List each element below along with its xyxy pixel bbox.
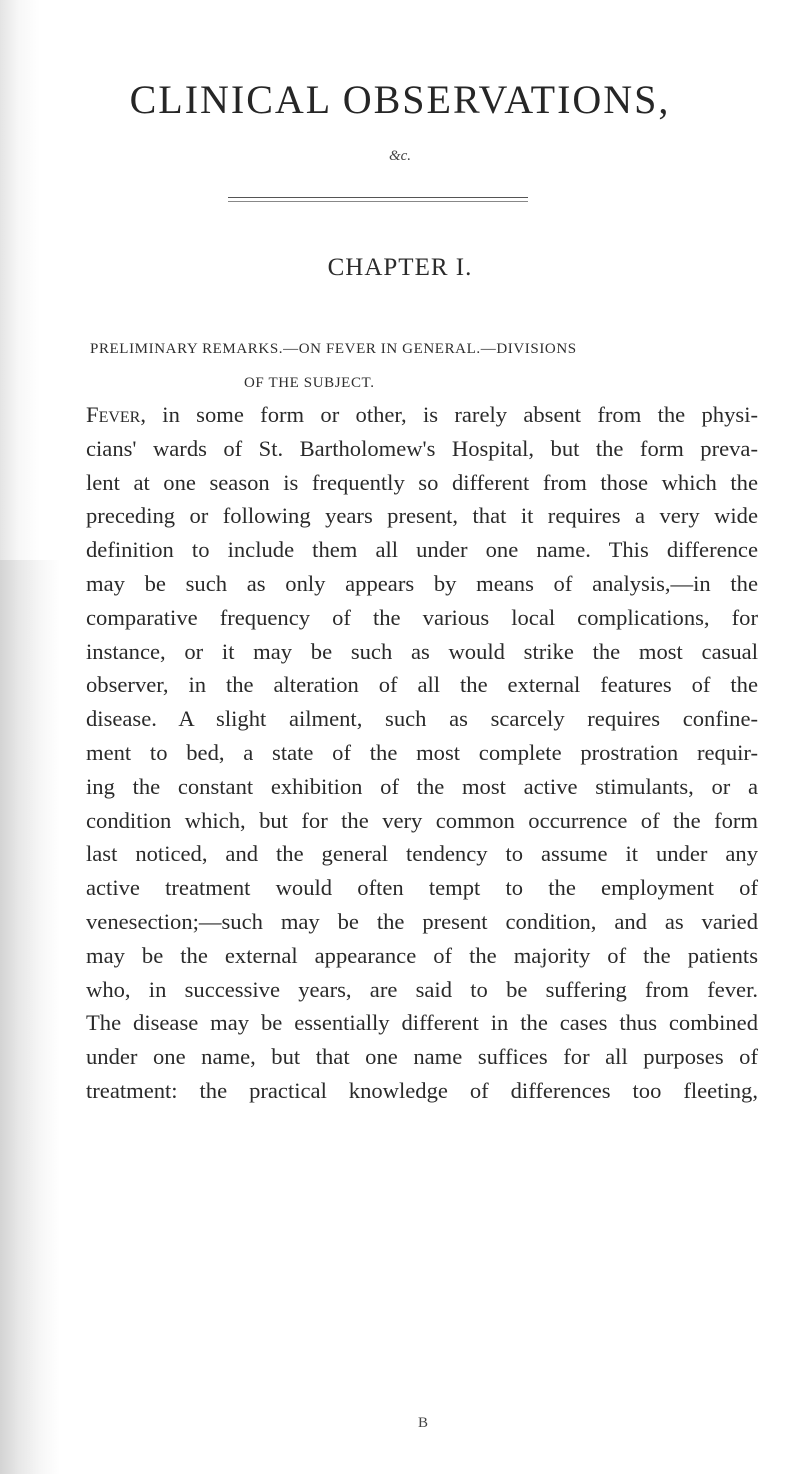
main-title: CLINICAL OBSERVATIONS,	[129, 77, 671, 122]
subtitle: &c.	[388, 148, 412, 164]
chapter-summary	[90, 332, 760, 400]
chapter-summary-line-1: PRELIMINARY REMARKS.—ON FEVER IN GENERAL.—DIVISIONS	[90, 341, 577, 357]
signature-mark: B	[418, 1415, 429, 1431]
body-line-text: , in some form or other, is rarely absent from the physi-	[140, 402, 758, 427]
title-rule-top	[228, 197, 528, 198]
body-line: cians' wards of St. Bartholomew's Hospital, but the form preva-	[86, 435, 758, 461]
body-line: active treatment would often tempt to the employment of	[86, 875, 758, 901]
body-line	[86, 398, 758, 432]
body-paragraph	[86, 398, 758, 1108]
body-line: ing the constant exhibition of the most active stimulants, or a	[86, 773, 758, 799]
page-edge-shadow	[0, 560, 60, 1474]
body-line: venesection;—such may be the present condition, and as varied	[86, 908, 758, 934]
body-line: lent at one season is frequently so different from those which the	[86, 469, 758, 495]
body-line: observer, in the alteration of all the external features of the	[86, 672, 758, 698]
body-line: The disease may be essentially different in the cases thus combined	[86, 1010, 758, 1036]
body-line: instance, or it may be such as would strike the most casual	[86, 638, 758, 664]
title-rule-bottom	[228, 201, 528, 202]
body-line: comparative frequency of the various local complications, for	[86, 604, 758, 630]
body-line: who, in successive years, are said to be suffering from fever.	[86, 976, 758, 1002]
body-line: preceding or following years present, that it requires a very wide	[86, 503, 758, 529]
opening-word: Fever	[86, 402, 141, 427]
body-line: condition which, but for the very common occurrence of the form	[86, 807, 758, 833]
chapter-heading: CHAPTER I.	[327, 254, 473, 281]
body-line: ment to bed, a state of the most complete prostration requir-	[86, 739, 758, 765]
body-line: treatment: the practical knowledge of differences too fleeting,	[86, 1077, 758, 1103]
body-line: disease. A slight ailment, such as scarcely requires confine-	[86, 706, 758, 732]
body-line: may be such as only appears by means of analysis,—in the	[86, 570, 758, 596]
body-line: may be the external appearance of the majority of the patients	[86, 942, 758, 968]
body-line: last noticed, and the general tendency to assume it under any	[86, 841, 758, 867]
body-line: definition to include them all under one name. This difference	[86, 537, 758, 563]
body-line: under one name, but that one name suffices for all purposes of	[86, 1044, 758, 1070]
chapter-summary-line-2: OF THE SUBJECT.	[244, 375, 375, 391]
